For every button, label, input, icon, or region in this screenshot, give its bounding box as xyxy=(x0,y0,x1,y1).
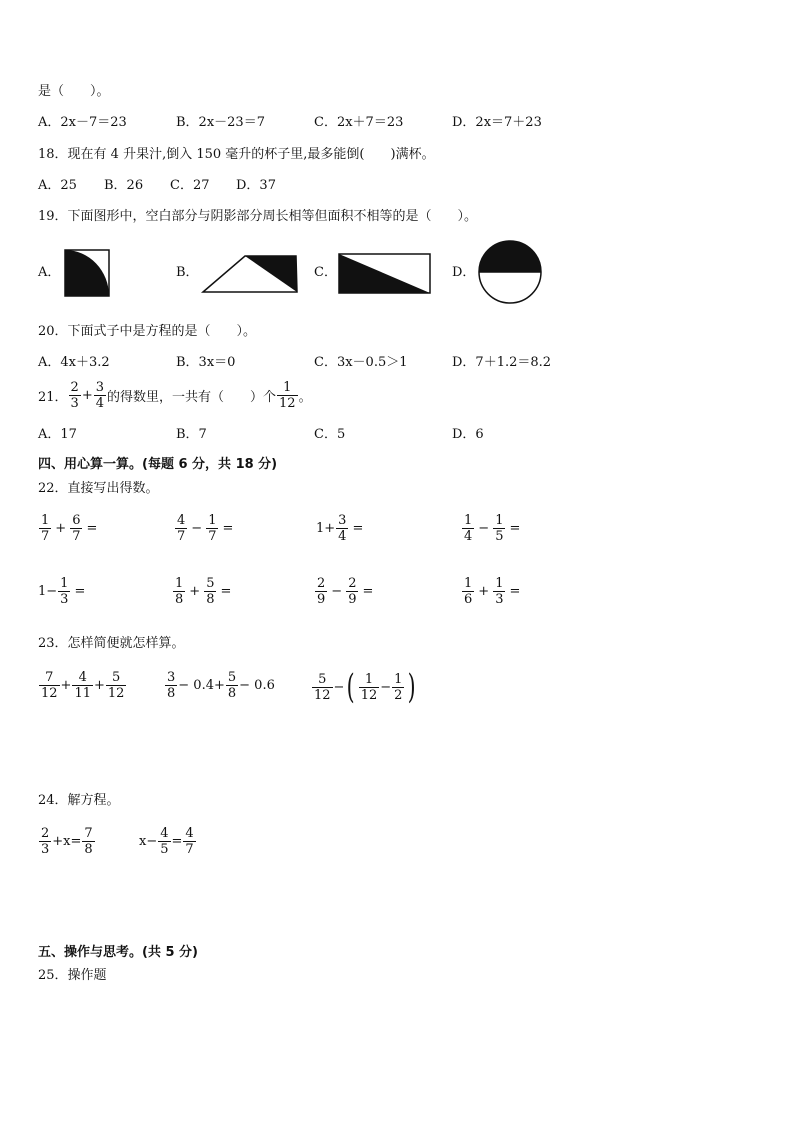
fraction: $\frac{2}{3}$ xyxy=(70,380,79,411)
q20-option-a: A．4x＋3.2 xyxy=(38,355,110,370)
fraction: $\frac{1}{3}$ xyxy=(495,576,504,607)
q17-option-b: B．2x－23＝7 xyxy=(176,115,265,130)
q17-option-a: A．2x－7＝23 xyxy=(38,115,127,130)
section-5-title: 五、操作与思考。(共 5 分) xyxy=(38,945,198,960)
q20-stem: 20．下面式子中是方程的是（ ）。 xyxy=(38,324,257,339)
fraction: $\frac{3}{8}$ xyxy=(167,670,176,701)
q20-option-d: D．7＋1.2＝8.2 xyxy=(452,355,552,370)
q21-text: 的得数里，一共有（ ）个 xyxy=(107,390,277,405)
fraction: $\frac{1}{6}$ xyxy=(464,576,473,607)
q22-item-8: $\frac{1}{6}$ + $\frac{1}{3}$ = xyxy=(464,576,521,607)
q21-number: 21． xyxy=(38,390,68,405)
q19-option-d: D． xyxy=(452,265,476,280)
fraction: $\frac{5}{12}$ xyxy=(107,670,125,701)
fraction: $\frac{7}{12}$ xyxy=(41,670,58,701)
q19-option-b: B． xyxy=(176,265,199,280)
fraction: $\frac{1}{7}$ xyxy=(41,513,50,544)
figure-d-half-circle xyxy=(476,240,546,306)
q20-option-c: C．3x－0.5＞1 xyxy=(314,355,408,370)
fraction: $\frac{1}{12}$ xyxy=(279,380,296,411)
q22-item-6: $\frac{1}{8}$ + $\frac{5}{8}$ = xyxy=(175,576,232,607)
q24-equation-1: $\frac{2}{3}$ +x= $\frac{7}{8}$ xyxy=(41,826,93,857)
fraction: $\frac{5}{12}$ xyxy=(314,671,331,703)
fraction: $\frac{1}{8}$ xyxy=(175,576,184,607)
fraction: $\frac{1}{5}$ xyxy=(495,513,504,544)
q22-item-5: 1− $\frac{1}{3}$ = xyxy=(38,576,86,607)
fraction: $\frac{1}{3}$ xyxy=(60,576,69,607)
q22-item-1: $\frac{1}{7}$ + $\frac{6}{7}$ = xyxy=(41,513,98,544)
q19-option-c: C． xyxy=(314,265,337,280)
fraction: $\frac{2}{9}$ xyxy=(348,576,357,607)
plus-sign: + xyxy=(81,388,93,403)
q18-option-d: D．37 xyxy=(236,178,276,193)
q21-option-d: D．6 xyxy=(452,427,484,442)
left-paren: ( xyxy=(347,667,356,707)
q21-option-a: A．17 xyxy=(38,427,77,442)
fraction: $\frac{1}{12}$ xyxy=(360,671,378,703)
q21-stem xyxy=(38,380,312,411)
figure-c-rectangle-diagonal xyxy=(338,253,432,295)
q21-end: 。 xyxy=(298,390,312,405)
q23-expression-3: $\frac{5}{12}$ − ( $\frac{1}{12}$ − $\frac{1}{2}$ ) xyxy=(314,667,417,707)
fraction: $\frac{2}{9}$ xyxy=(317,576,326,607)
q18-stem: 18．现在有 4 升果汁,倒入 150 毫升的杯子里,最多能倒( )满杯。 xyxy=(38,147,435,162)
fraction: $\frac{4}{5}$ xyxy=(160,826,169,857)
q18-option-a: A．25 xyxy=(38,178,77,193)
fraction: $\frac{3}{4}$ xyxy=(338,513,347,544)
fraction: $\frac{2}{3}$ xyxy=(41,826,50,857)
fraction: $\frac{4}{7}$ xyxy=(177,513,186,544)
right-paren: ) xyxy=(408,667,417,707)
q19-stem: 19．下面图形中，空白部分与阴影部分周长相等但面积不相等的是（ ）。 xyxy=(38,209,478,224)
q23-expression-2: $\frac{3}{8}$ − 0.4+ $\frac{5}{8}$ − 0.6 xyxy=(167,670,275,701)
fraction: $\frac{4}{11}$ xyxy=(74,670,91,701)
q18-option-c: C．27 xyxy=(170,178,210,193)
q21-option-b: B．7 xyxy=(176,427,207,442)
fraction: $\frac{1}{4}$ xyxy=(464,513,473,544)
q22-stem: 22．直接写出得数。 xyxy=(38,481,159,496)
figure-b-parallelogram xyxy=(200,254,300,294)
q23-expression-1: $\frac{7}{12}$ + $\frac{4}{11}$ + $\frac{5}{12}$ xyxy=(41,670,125,701)
q24-stem: 24．解方程。 xyxy=(38,793,120,808)
q20-option-b: B．3x＝0 xyxy=(176,355,236,370)
fraction: $\frac{1}{7}$ xyxy=(208,513,217,544)
fraction: $\frac{3}{4}$ xyxy=(95,380,105,411)
fraction: $\frac{1}{2}$ xyxy=(394,671,403,703)
section-4-title: 四、用心算一算。(每题 6 分，共 18 分) xyxy=(38,457,278,472)
q23-stem: 23．怎样简便就怎样算。 xyxy=(38,636,185,651)
q22-item-3: 1+ $\frac{3}{4}$ = xyxy=(316,513,364,544)
q17-stem-tail: 是（ ）。 xyxy=(38,84,110,99)
q25-stem: 25．操作题 xyxy=(38,968,107,983)
fraction: $\frac{5}{8}$ xyxy=(206,576,215,607)
fraction: $\frac{5}{8}$ xyxy=(227,670,237,701)
fraction: $\frac{7}{8}$ xyxy=(84,826,93,857)
q22-item-4: $\frac{1}{4}$ − $\frac{1}{5}$ = xyxy=(464,513,521,544)
q22-item-7: $\frac{2}{9}$ − $\frac{2}{9}$ = xyxy=(317,576,374,607)
fraction: $\frac{6}{7}$ xyxy=(72,513,81,544)
q22-item-2: $\frac{4}{7}$ − $\frac{1}{7}$ = xyxy=(177,513,234,544)
q24-equation-2: x− $\frac{4}{5}$ = $\frac{4}{7}$ xyxy=(139,826,194,857)
q18-option-b: B．26 xyxy=(104,178,144,193)
q17-option-d: D．2x＝7＋23 xyxy=(452,115,542,130)
q21-option-c: C．5 xyxy=(314,427,346,442)
q17-option-c: C．2x＋7＝23 xyxy=(314,115,404,130)
q19-option-a: A． xyxy=(38,265,61,280)
figure-a-quarter-circle xyxy=(64,249,110,297)
fraction: $\frac{4}{7}$ xyxy=(185,826,194,857)
